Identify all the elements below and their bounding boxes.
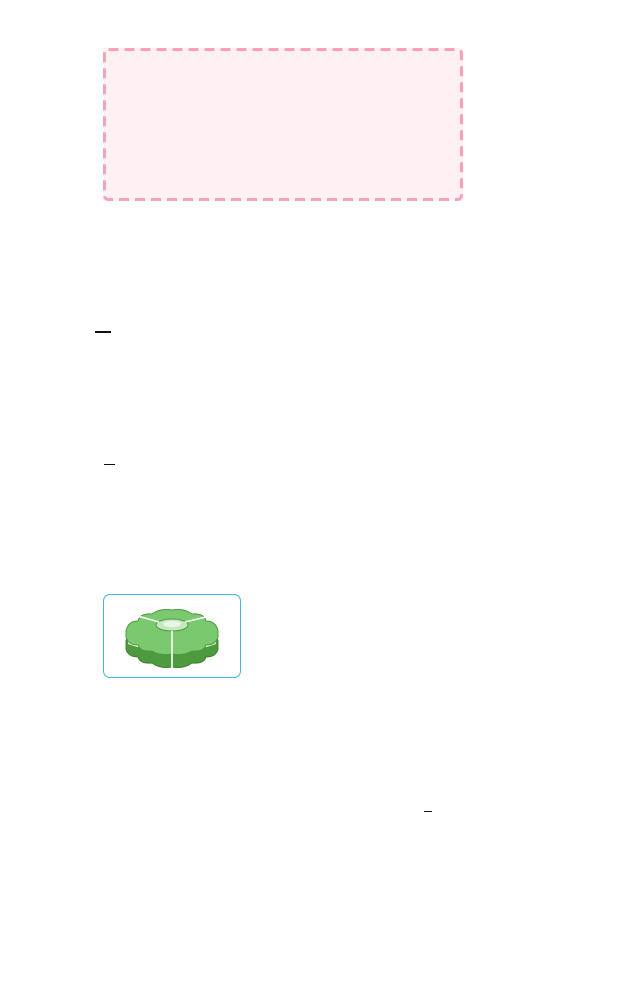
q13-option-b[interactable] — [98, 525, 104, 540]
q13-option-c[interactable] — [98, 547, 104, 562]
story-box — [103, 48, 463, 201]
q15-option-c[interactable] — [85, 910, 91, 925]
q14-option-a[interactable] — [85, 736, 91, 751]
story-box-dashed-border — [103, 48, 463, 201]
q11-option-a[interactable] — [85, 236, 91, 251]
q15-option-b[interactable] — [85, 888, 91, 903]
q11-option-c[interactable] — [85, 298, 91, 313]
fraction-bar — [424, 811, 432, 812]
q14-option-b[interactable] — [85, 758, 91, 773]
fraction-bar — [104, 464, 115, 465]
fraction-bar — [95, 331, 111, 333]
q14-option-c[interactable] — [85, 780, 91, 795]
q11-option-b[interactable] — [85, 267, 91, 282]
q15-fraction — [424, 810, 432, 813]
q13-fraction — [104, 462, 115, 467]
cake-image — [104, 595, 240, 677]
q12-option-c[interactable] — [85, 432, 91, 447]
q12-option-a[interactable] — [85, 388, 91, 403]
q12-option-b[interactable] — [85, 410, 91, 425]
q12-fraction — [95, 328, 111, 335]
q15-option-a[interactable] — [85, 866, 91, 881]
q13-option-a[interactable] — [98, 502, 104, 517]
cake-image-frame — [103, 594, 241, 678]
